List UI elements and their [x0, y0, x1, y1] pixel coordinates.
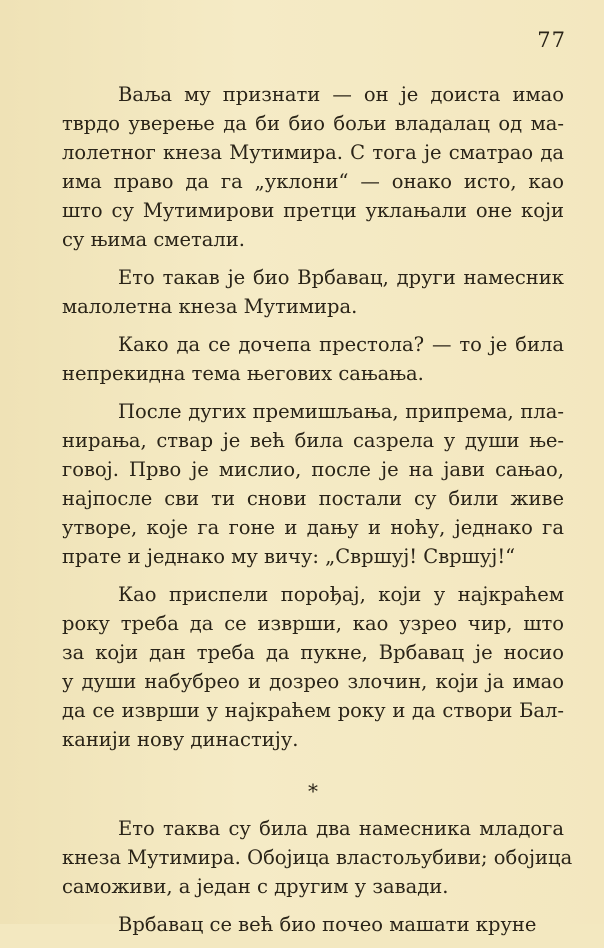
- text-line: има право да га „уклони“ — онако исто, као: [62, 170, 564, 193]
- text-line: саможиви, а један с другим у завади.: [62, 875, 449, 898]
- text-line: малолетна кнеза Мутимира.: [62, 295, 358, 318]
- paragraph: [62, 80, 564, 254]
- text-line: тврдо уверење да би био бољи владалац од ма-: [62, 112, 564, 135]
- text-line: су њима сметали.: [62, 228, 245, 251]
- text-line: прате и једнако му вичу: „Свршуј! Свршуј!“: [62, 545, 516, 568]
- text-line: што су Мутимирови претци уклањали оне који: [62, 199, 564, 222]
- text-line: Како да се дочепа престола? — то је била: [118, 333, 564, 356]
- body-text: [62, 80, 573, 948]
- paragraph: [62, 263, 564, 321]
- text-line: за који дан треба да пукне, Врбавац је носио: [62, 641, 564, 664]
- text-line: најпосле сви ти снови постали су били живе: [62, 487, 564, 510]
- text-line: После дугих премишљања, припрема, пла-: [118, 400, 564, 423]
- text-line: Ето таква су била два намесника младога: [118, 817, 564, 840]
- text-line: да се изврши у најкраћем року и да створи Бал-: [62, 699, 564, 722]
- paragraph: [62, 580, 564, 754]
- text-line: Као приспели порођај, који у најкраћем: [118, 583, 564, 606]
- text-line: лолетног кнеза Мутимира. С тога је сматрао да: [62, 141, 564, 164]
- text-line: Ваља му признати — он је доиста имао: [118, 83, 564, 106]
- page-number: 77: [537, 28, 566, 52]
- text-line: Ето такав је био Врбавац, други намесник: [118, 266, 564, 289]
- section-separator: *: [308, 779, 318, 803]
- paragraph: [62, 397, 564, 571]
- text-line: у души набубрео и дозрео злочин, који ја имао: [62, 670, 564, 693]
- text-line: канији нову династију.: [62, 728, 299, 751]
- paragraph: [62, 814, 573, 901]
- text-line: непрекидна тема његових сањања.: [62, 362, 424, 385]
- text-line: року треба да се изврши, као узрео чир, што: [62, 612, 564, 635]
- text-line: утворе, које га гоне и дању и ноћу, једнако га: [62, 516, 564, 539]
- text-line: говој. Прво је мислио, после је на јави сањао,: [62, 458, 564, 481]
- paragraph: [62, 910, 564, 939]
- text-line: нирања, ствар је већ била сазрела у души ње-: [62, 429, 564, 452]
- text-line: кнеза Мутимира. Обојица властољубиви; обојица: [62, 846, 573, 869]
- paragraph: [62, 330, 564, 388]
- text-line: Врбавац се већ био почео машати круне: [118, 913, 537, 936]
